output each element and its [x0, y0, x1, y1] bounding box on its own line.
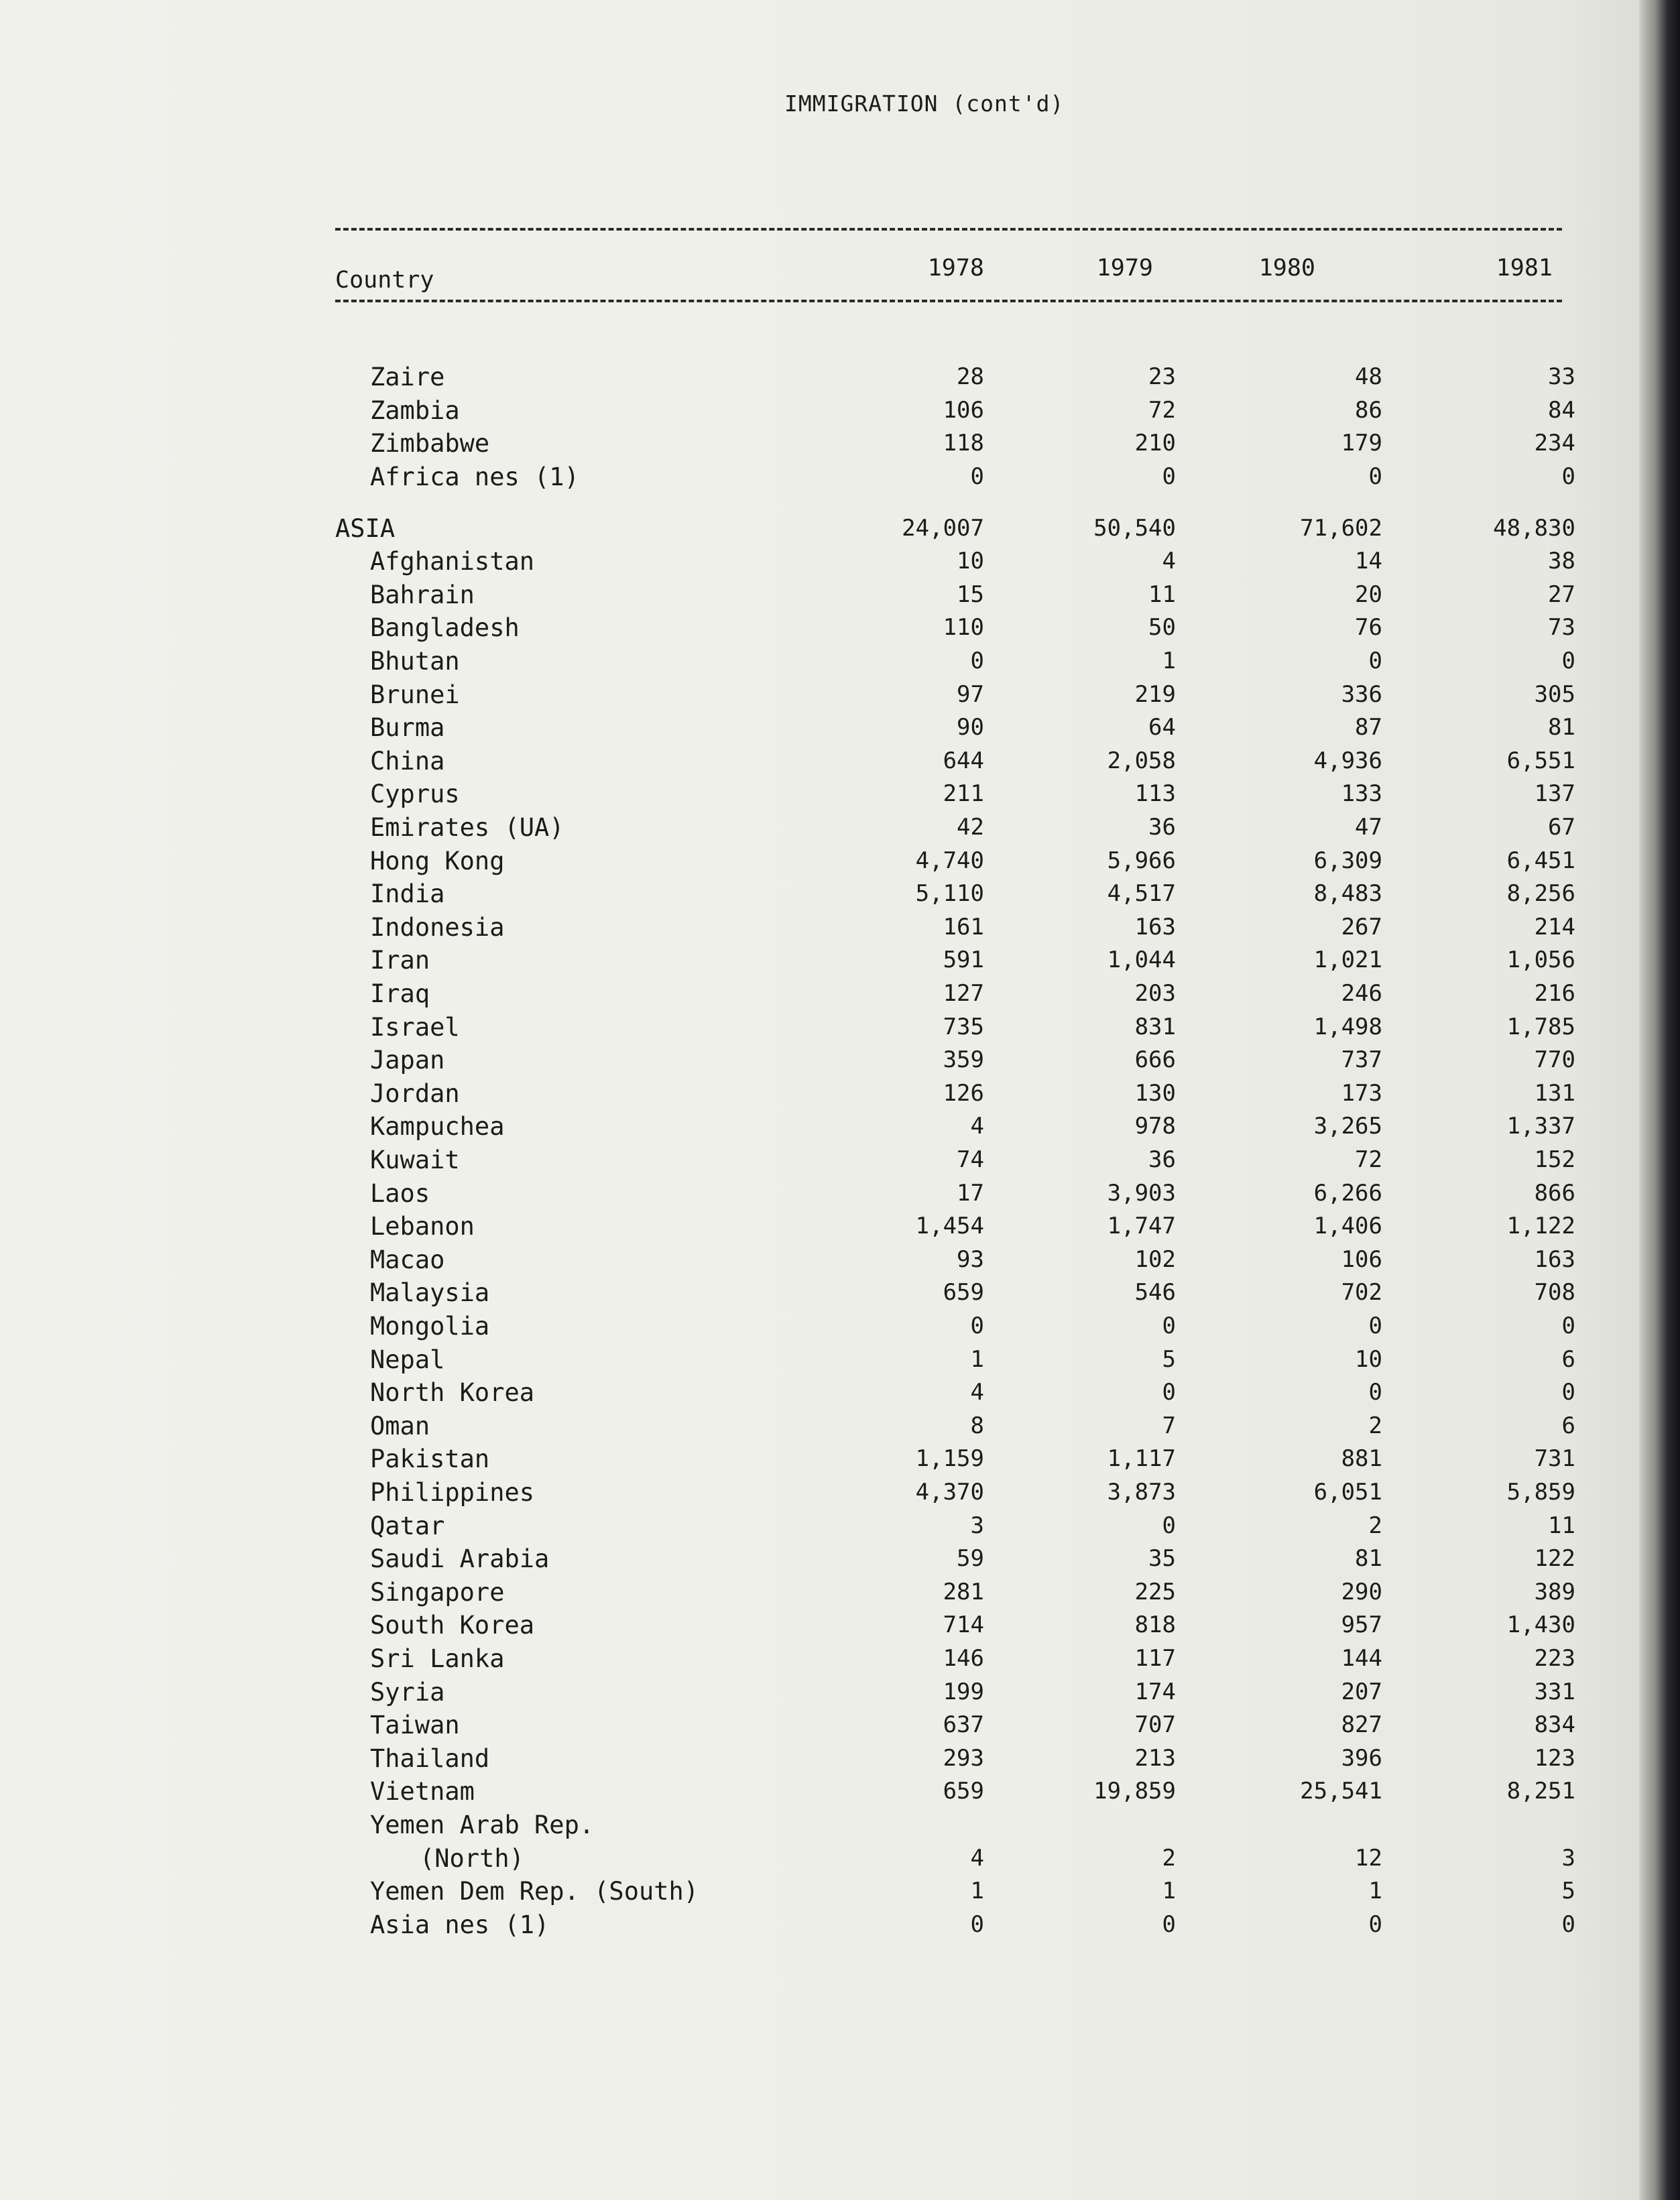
value-1979: 5,966 [1107, 847, 1176, 874]
value-1980: 8,483 [1313, 880, 1382, 908]
country-name: Sri Lanka [370, 1644, 505, 1674]
country-name: Macao [370, 1245, 445, 1274]
value-1979: 23 [1148, 363, 1176, 390]
value-1979: 11 [1148, 580, 1176, 608]
country-name: Bangladesh [370, 613, 520, 643]
country-name: Jordan [370, 1079, 460, 1108]
value-1979: 0 [1162, 1512, 1176, 1539]
value-1978: 15 [957, 580, 984, 608]
table-row [0, 1145, 1680, 1175]
value-1981: 1,430 [1506, 1611, 1575, 1639]
value-1980: 144 [1341, 1645, 1382, 1672]
value-1978: 735 [943, 1013, 984, 1040]
value-1980: 179 [1341, 430, 1382, 457]
value-1981: 214 [1534, 913, 1575, 940]
value-1980: 0 [1368, 1312, 1382, 1340]
value-1981: 1,785 [1506, 1013, 1575, 1040]
value-1981: 0 [1561, 1910, 1575, 1938]
value-1981: 11 [1548, 1512, 1575, 1539]
value-1981: 5 [1561, 1878, 1575, 1905]
value-1981: 731 [1534, 1445, 1575, 1473]
value-1981: 223 [1534, 1645, 1575, 1672]
table-row [0, 1111, 1680, 1142]
column-header-1978: 1978 [927, 255, 984, 282]
value-1980: 827 [1341, 1711, 1382, 1739]
value-1980: 87 [1355, 714, 1382, 741]
value-1980: 72 [1355, 1146, 1382, 1174]
value-1979: 1,117 [1107, 1445, 1176, 1473]
value-1978: 93 [957, 1245, 984, 1273]
value-1980: 737 [1341, 1046, 1382, 1074]
value-1981: 866 [1534, 1179, 1575, 1207]
value-1980: 47 [1355, 814, 1382, 841]
value-1979: 102 [1134, 1245, 1176, 1273]
value-1980: 6,051 [1313, 1479, 1382, 1506]
table-row [0, 979, 1680, 1009]
value-1981: 84 [1548, 396, 1575, 424]
value-1980: 336 [1341, 680, 1382, 708]
table-row [0, 546, 1680, 576]
table-row [0, 1544, 1680, 1574]
value-1978: 4,740 [915, 847, 984, 874]
value-1979: 978 [1134, 1113, 1176, 1140]
value-1978: 1 [970, 1345, 984, 1373]
column-header-1980: 1980 [1258, 255, 1315, 282]
country-name: Philippines [370, 1478, 535, 1508]
value-1981: 137 [1534, 780, 1575, 808]
value-1981: 81 [1548, 714, 1575, 741]
value-1980: 6,309 [1313, 847, 1382, 874]
value-1981: 123 [1534, 1744, 1575, 1772]
table-row [0, 1776, 1680, 1807]
table-row [0, 1079, 1680, 1109]
value-1980: 106 [1341, 1245, 1382, 1273]
value-1978: 97 [957, 680, 984, 708]
table-row [0, 513, 1680, 544]
value-1980: 173 [1341, 1079, 1382, 1107]
country-name: Vietnam [370, 1777, 475, 1807]
column-header-1979: 1979 [1096, 255, 1153, 282]
table-row [0, 1876, 1680, 1906]
table-row [0, 1511, 1680, 1541]
table-row [0, 713, 1680, 743]
country-name: Pakistan [370, 1445, 490, 1474]
value-1979: 831 [1134, 1013, 1176, 1040]
value-1980: 2 [1368, 1512, 1382, 1539]
value-1979: 174 [1134, 1678, 1176, 1705]
value-1981: 67 [1548, 814, 1575, 841]
country-name: India [370, 879, 445, 909]
value-1978: 591 [943, 946, 984, 974]
table-row [0, 1045, 1680, 1075]
value-1980: 1 [1368, 1878, 1382, 1905]
value-1981: 0 [1561, 1312, 1575, 1340]
country-name: South Korea [370, 1611, 535, 1640]
value-1979: 113 [1134, 780, 1176, 808]
country-name: Singapore [370, 1577, 505, 1607]
binding-edge [1639, 0, 1680, 2200]
value-1981: 6 [1561, 1345, 1575, 1373]
value-1979: 3,903 [1107, 1179, 1176, 1207]
value-1979: 2,058 [1107, 747, 1176, 774]
table-row [0, 812, 1680, 843]
country-name: Kampuchea [370, 1112, 505, 1142]
value-1980: 0 [1368, 463, 1382, 490]
table-row [0, 680, 1680, 710]
value-1979: 707 [1134, 1711, 1176, 1739]
value-1980: 396 [1341, 1744, 1382, 1772]
value-1979: 35 [1148, 1545, 1176, 1573]
country-name: Syria [370, 1677, 445, 1707]
value-1979: 19,859 [1093, 1778, 1176, 1805]
value-1979: 36 [1148, 1146, 1176, 1174]
value-1978: 106 [943, 396, 984, 424]
value-1981: 38 [1548, 548, 1575, 575]
value-1980: 702 [1341, 1279, 1382, 1306]
value-1981: 0 [1561, 463, 1575, 490]
value-1980: 48 [1355, 363, 1382, 390]
country-name: Indonesia [370, 912, 505, 942]
country-name: Zaire [370, 363, 445, 391]
value-1979: 1 [1162, 648, 1176, 675]
value-1979: 1,044 [1107, 946, 1176, 974]
table-row [0, 395, 1680, 426]
value-1978: 90 [957, 714, 984, 741]
table-row [0, 362, 1680, 392]
value-1979: 0 [1162, 463, 1176, 490]
value-1980: 1,021 [1313, 946, 1382, 974]
value-1978: 28 [957, 363, 984, 390]
value-1981: 3 [1561, 1844, 1575, 1872]
value-1981: 5,859 [1506, 1479, 1575, 1506]
table-row [0, 1843, 1680, 1874]
country-name: Bahrain [370, 580, 475, 609]
value-1981: 27 [1548, 580, 1575, 608]
value-1978: 0 [970, 1312, 984, 1340]
value-1979: 1 [1162, 1878, 1176, 1905]
value-1980: 1,406 [1313, 1213, 1382, 1240]
value-1978: 4 [970, 1113, 984, 1140]
value-1981: 708 [1534, 1279, 1575, 1306]
value-1978: 714 [943, 1611, 984, 1639]
value-1978: 5,110 [915, 880, 984, 908]
value-1979: 64 [1148, 714, 1176, 741]
country-name: Cyprus [370, 780, 460, 809]
country-name: Bhutan [370, 647, 460, 676]
country-name: Kuwait [370, 1146, 460, 1175]
value-1980: 4,936 [1313, 747, 1382, 774]
value-1981: 33 [1548, 363, 1575, 390]
value-1981: 389 [1534, 1578, 1575, 1605]
value-1978: 110 [943, 614, 984, 641]
value-1978: 0 [970, 648, 984, 675]
value-1978: 161 [943, 913, 984, 940]
value-1979: 0 [1162, 1910, 1176, 1938]
value-1980: 246 [1341, 980, 1382, 1007]
value-1979: 210 [1134, 430, 1176, 457]
value-1980: 20 [1355, 580, 1382, 608]
value-1979: 163 [1134, 913, 1176, 940]
value-1979: 117 [1134, 1645, 1176, 1672]
value-1981: 73 [1548, 614, 1575, 641]
country-name: Asia nes (1) [370, 1910, 550, 1939]
country-name: Malaysia [370, 1278, 490, 1308]
value-1981: 122 [1534, 1545, 1575, 1573]
country-name: Israel [370, 1012, 460, 1042]
value-1979: 213 [1134, 1744, 1176, 1772]
value-1978: 211 [943, 780, 984, 808]
table-row [0, 1278, 1680, 1308]
value-1978: 17 [957, 1179, 984, 1207]
value-1981: 0 [1561, 648, 1575, 675]
value-1978: 126 [943, 1079, 984, 1107]
table-row [0, 1411, 1680, 1441]
value-1979: 5 [1162, 1345, 1176, 1373]
country-name: Nepal [370, 1345, 445, 1374]
value-1980: 957 [1341, 1611, 1382, 1639]
value-1979: 50,540 [1093, 514, 1176, 542]
value-1979: 818 [1134, 1611, 1176, 1639]
country-name: North Korea [370, 1378, 535, 1408]
country-name: Saudi Arabia [370, 1544, 550, 1574]
value-1979: 130 [1134, 1079, 1176, 1107]
table-row [0, 1910, 1680, 1940]
value-1978: 199 [943, 1678, 984, 1705]
country-name: Laos [370, 1178, 430, 1208]
value-1978: 659 [943, 1279, 984, 1306]
table-row [0, 580, 1680, 610]
table-row [0, 879, 1680, 909]
value-1980: 0 [1368, 1379, 1382, 1406]
table-row [0, 1178, 1680, 1209]
table-row [0, 1710, 1680, 1740]
value-1979: 36 [1148, 814, 1176, 841]
table-row [0, 1477, 1680, 1508]
table-row [0, 846, 1680, 876]
country-name: Japan [370, 1046, 445, 1075]
value-1979: 203 [1134, 980, 1176, 1007]
value-1981: 216 [1534, 980, 1575, 1007]
value-1978: 1,454 [915, 1213, 984, 1240]
value-1980: 6,266 [1313, 1179, 1382, 1207]
table-row [0, 945, 1680, 975]
value-1978: 4 [970, 1844, 984, 1872]
header-rule-bottom [335, 300, 1562, 302]
value-1978: 8 [970, 1412, 984, 1439]
value-1981: 331 [1534, 1678, 1575, 1705]
value-1980: 81 [1355, 1545, 1382, 1573]
country-name: Yemen Dem Rep. (South) [370, 1877, 699, 1906]
country-name: Iraq [370, 979, 430, 1009]
value-1979: 0 [1162, 1312, 1176, 1340]
value-1980: 881 [1341, 1445, 1382, 1473]
value-1978: 637 [943, 1711, 984, 1739]
value-1979: 1,747 [1107, 1213, 1176, 1240]
value-1978: 281 [943, 1578, 984, 1605]
table-row [0, 1577, 1680, 1607]
value-1981: 152 [1534, 1146, 1575, 1174]
table-row [0, 1211, 1680, 1241]
country-name: Lebanon [370, 1212, 475, 1241]
value-1981: 234 [1534, 430, 1575, 457]
value-1980: 86 [1355, 396, 1382, 424]
value-1978: 59 [957, 1545, 984, 1573]
country-name: Emirates (UA) [370, 813, 564, 843]
country-name: (North) [420, 1843, 524, 1873]
table-row [0, 646, 1680, 676]
value-1981: 6 [1561, 1412, 1575, 1439]
table-row [0, 779, 1680, 809]
table-row [0, 1378, 1680, 1408]
value-1978: 1 [970, 1878, 984, 1905]
country-name: Yemen Arab Rep. [370, 1811, 595, 1840]
value-1981: 163 [1534, 1245, 1575, 1273]
value-1980: 267 [1341, 913, 1382, 940]
value-1979: 72 [1148, 396, 1176, 424]
value-1981: 1,337 [1506, 1113, 1575, 1140]
value-1979: 0 [1162, 1379, 1176, 1406]
value-1978: 4 [970, 1379, 984, 1406]
value-1978: 127 [943, 980, 984, 1007]
value-1978: 644 [943, 747, 984, 774]
value-1980: 0 [1368, 1910, 1382, 1938]
value-1981: 131 [1534, 1079, 1575, 1107]
value-1980: 3,265 [1313, 1113, 1382, 1140]
value-1981: 8,256 [1506, 880, 1575, 908]
value-1978: 146 [943, 1645, 984, 1672]
value-1981: 1,056 [1506, 946, 1575, 974]
value-1979: 7 [1162, 1412, 1176, 1439]
value-1979: 2 [1162, 1844, 1176, 1872]
country-name: China [370, 746, 445, 776]
country-name: Thailand [370, 1744, 490, 1773]
value-1979: 225 [1134, 1578, 1176, 1605]
country-name: Iran [370, 946, 430, 975]
table-row [0, 1644, 1680, 1674]
value-1979: 219 [1134, 680, 1176, 708]
value-1978: 4,370 [915, 1479, 984, 1506]
value-1978: 118 [943, 430, 984, 457]
country-name: Taiwan [370, 1711, 460, 1740]
value-1978: 3 [970, 1512, 984, 1539]
table-row [0, 1311, 1680, 1341]
value-1980: 10 [1355, 1345, 1382, 1373]
value-1978: 659 [943, 1778, 984, 1805]
table-row [0, 1610, 1680, 1640]
value-1980: 0 [1368, 648, 1382, 675]
value-1979: 4,517 [1107, 880, 1176, 908]
column-header-1981: 1981 [1496, 255, 1553, 282]
country-name: Afghanistan [370, 547, 535, 576]
value-1981: 0 [1561, 1379, 1575, 1406]
value-1981: 305 [1534, 680, 1575, 708]
value-1980: 133 [1341, 780, 1382, 808]
table-row [0, 1744, 1680, 1774]
table-row [0, 1677, 1680, 1707]
country-name: ASIA [335, 513, 396, 543]
value-1981: 8,251 [1506, 1778, 1575, 1805]
value-1978: 74 [957, 1146, 984, 1174]
country-name: Oman [370, 1411, 430, 1441]
country-name: Qatar [370, 1511, 445, 1540]
value-1979: 546 [1134, 1279, 1176, 1306]
country-name: Zimbabwe [370, 429, 490, 459]
column-header-country: Country [335, 267, 434, 294]
value-1978: 1,159 [915, 1445, 984, 1473]
table-row [0, 912, 1680, 942]
value-1981: 48,830 [1493, 514, 1575, 542]
value-1980: 14 [1355, 548, 1382, 575]
value-1979: 666 [1134, 1046, 1176, 1074]
value-1980: 2 [1368, 1412, 1382, 1439]
table-row [0, 1444, 1680, 1474]
value-1981: 1,122 [1506, 1213, 1575, 1240]
country-name: Hong Kong [370, 846, 505, 875]
value-1981: 6,451 [1506, 847, 1575, 874]
table-row [0, 613, 1680, 643]
table-row [0, 746, 1680, 776]
value-1979: 3,873 [1107, 1479, 1176, 1506]
value-1980: 207 [1341, 1678, 1382, 1705]
value-1981: 6,551 [1506, 747, 1575, 774]
country-name: Mongolia [370, 1312, 490, 1341]
value-1979: 4 [1162, 548, 1176, 575]
table-row [0, 1012, 1680, 1042]
country-name: Zambia [370, 395, 460, 425]
value-1981: 834 [1534, 1711, 1575, 1739]
value-1980: 290 [1341, 1578, 1382, 1605]
value-1978: 24,007 [902, 514, 984, 542]
value-1979: 50 [1148, 614, 1176, 641]
value-1980: 71,602 [1300, 514, 1382, 542]
country-name: Africa nes (1) [370, 462, 579, 491]
value-1978: 42 [957, 814, 984, 841]
table-row [0, 1345, 1680, 1375]
value-1978: 10 [957, 548, 984, 575]
value-1978: 0 [970, 1910, 984, 1938]
value-1980: 76 [1355, 614, 1382, 641]
table-row [0, 428, 1680, 459]
page-title: IMMIGRATION (cont'd) [784, 90, 1065, 117]
table-row [0, 1810, 1680, 1840]
table-row [0, 462, 1680, 492]
value-1980: 1,498 [1313, 1013, 1382, 1040]
country-name: Brunei [370, 680, 460, 709]
value-1981: 770 [1534, 1046, 1575, 1074]
country-name: Burma [370, 713, 445, 743]
value-1980: 25,541 [1300, 1778, 1382, 1805]
value-1978: 293 [943, 1744, 984, 1772]
header-rule-top [335, 228, 1562, 231]
value-1978: 359 [943, 1046, 984, 1074]
value-1980: 12 [1355, 1844, 1382, 1872]
table-row [0, 1245, 1680, 1275]
value-1978: 0 [970, 463, 984, 490]
